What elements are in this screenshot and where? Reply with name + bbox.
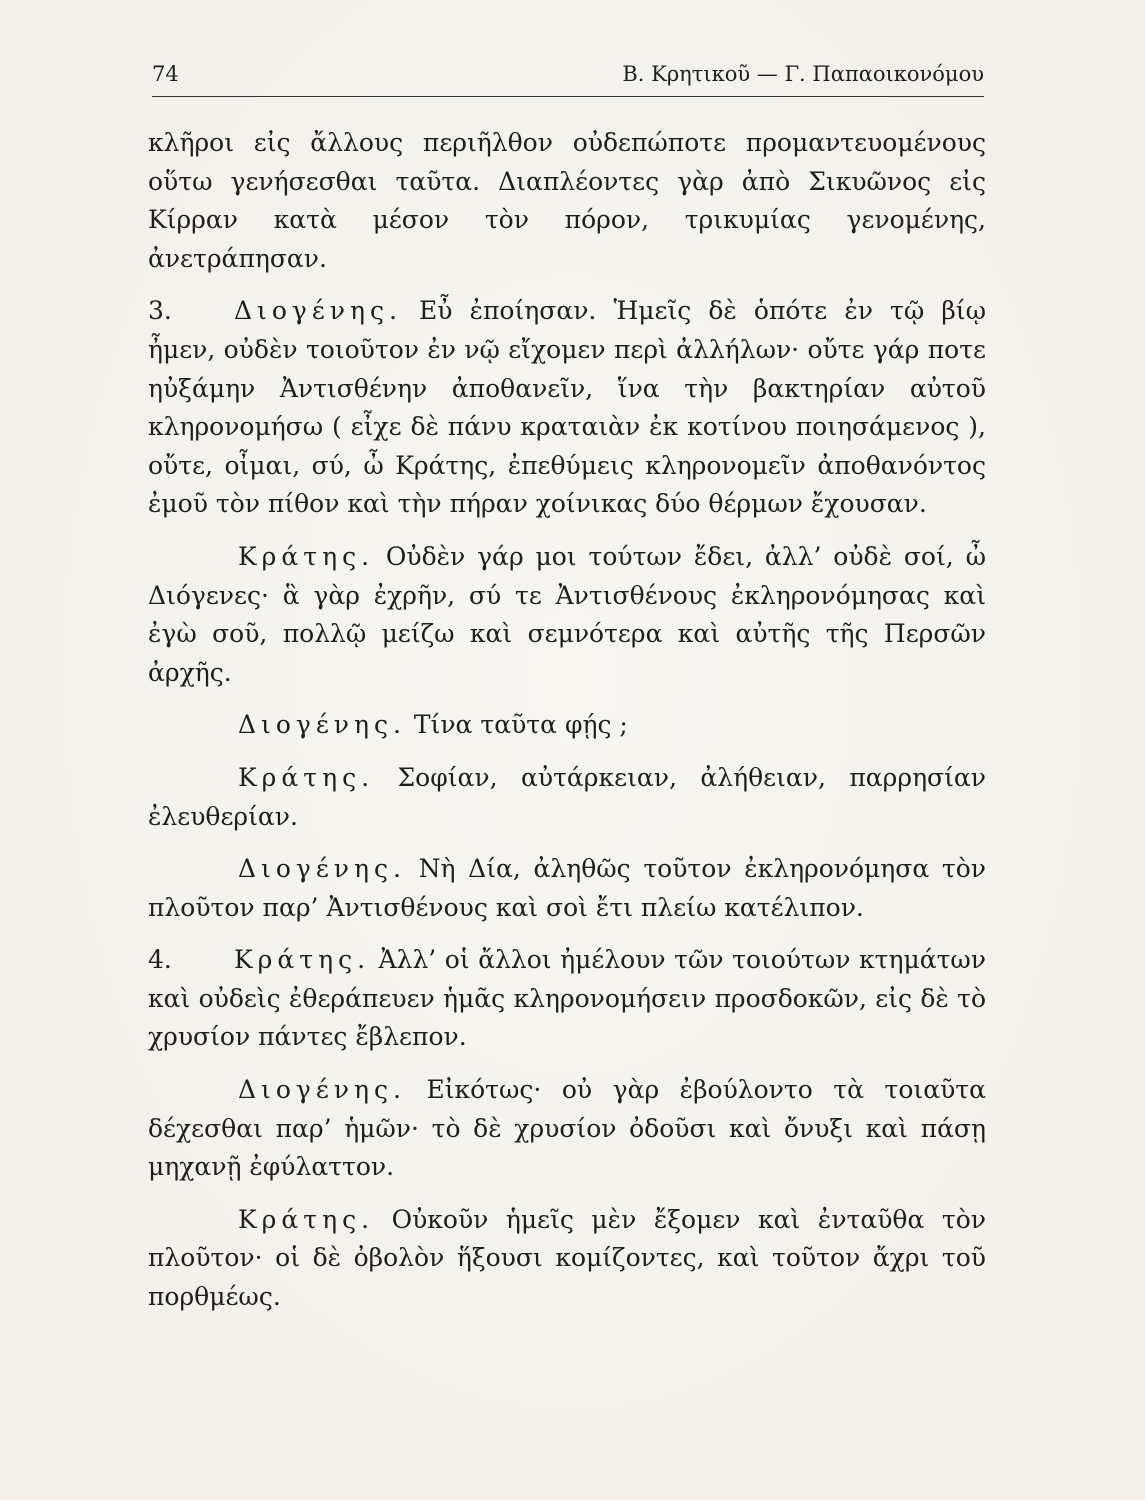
paragraph-text: Εἰκότως· οὐ γὰρ ἐβούλοντο τὰ τοιαῦτα δέχεσθαι παρ’ ἡμῶν· τὸ δὲ χρυσίον ὀδοῦσι καὶ ὄνυξι καὶ πάσῃ μηχανῇ ἐφύλαττον. xyxy=(148,1075,986,1182)
page-number: 74 xyxy=(152,62,179,86)
speaker-name: Κράτης. xyxy=(234,945,371,975)
page-header xyxy=(152,58,984,97)
running-title: Β. Κρητικοῦ — Γ. Παπαοικονόμου xyxy=(622,62,984,86)
paragraph-4 xyxy=(148,706,986,745)
speaker-name: Κράτης. xyxy=(238,541,375,571)
paragraph-text: Οὐδὲν γάρ μοι τούτων ἔδει, ἀλλ’ οὐδὲ σοί, ὦ Διόγενες· ἃ γὰρ ἐχρῆν, σύ τε Ἀντισθένους ἐκληρονόμησας καὶ ἐγὼ σοῦ, πολλῷ μείζω καὶ σεμνότερα καὶ αὐτῆς τῆς Περσῶν ἀρχῆς. xyxy=(148,541,986,687)
body-text xyxy=(148,124,986,1317)
paragraph-text: Σοφίαν, αὐτάρκειαν, ἀλήθειαν, παρρησίαν ἐλευθερίαν. xyxy=(148,762,986,831)
paragraph-8 xyxy=(148,1071,986,1187)
paragraph-9 xyxy=(148,1201,986,1317)
paragraph-7 xyxy=(148,941,986,1057)
paragraph-text: Εὖ ἐποίησαν. Ἡμεῖς δὲ ὁπότε ἐν τῷ βίῳ ἦμεν, οὐδὲν τοιοῦτον ἐν νῷ εἴχομεν περὶ ἀλλήλων· οὔτε γάρ ποτε ηὐξάμην Ἀντισθένην ἀποθανεῖν, ἵνα τὴν βακτηρίαν αὐτοῦ κληρονομήσω ( εἶχε δὲ πάνυ κραταιὰν ἐκ κοτίνου ποιησάμενος ), οὔτε, οἶμαι, σύ, ὦ Κράτης, ἐπεθύμεις κληρονομεῖν ἀποθανόντος ἐμοῦ τὸν πίθον καὶ τὴν πήραν χοίνικας δύο θέρμων ἔχουσαν. xyxy=(148,296,986,519)
paragraph-3 xyxy=(148,538,986,692)
paragraph-1 xyxy=(148,124,986,278)
paragraph-text: κλῆροι εἰς ἄλλους περιῆλθον οὐδεπώποτε προμαντευομένους οὕτω γενήσεσθαι ταῦτα. Διαπλέοντες γὰρ ἀπὸ Σικυῶνος εἰς Κίρραν κατὰ μέσον τὸν πόρον, τρικυμίας γενομένης, ἀνετράπησαν. xyxy=(148,128,986,273)
section-number: 4. xyxy=(148,945,172,975)
speaker-name: Κράτης. xyxy=(238,762,375,792)
paragraph-text: Ἀλλ’ οἱ ἄλλοι ἠμέλουν τῶν τοιούτων κτημάτων καὶ οὐδεὶς ἐθεράπευεν ἡμᾶς κληρονομήσειν προσδοκῶν, εἰς δὲ τὸ χρυσίον πάντες ἔβλεπον. xyxy=(148,945,986,1052)
paragraph-5 xyxy=(148,759,986,836)
section-number: 3. xyxy=(148,296,172,326)
speaker-name: Διογένης. xyxy=(238,1075,406,1105)
speaker-name: Διογένης. xyxy=(238,710,406,740)
paragraph-text: Οὐκοῦν ἡμεῖς μὲν ἔξομεν καὶ ἐνταῦθα τὸν πλοῦτον· οἱ δὲ ὀβολὸν ἥξουσι κομίζοντες, καὶ τοῦτον ἄχρι τοῦ πορθμέως. xyxy=(148,1204,986,1312)
paragraph-text: Τίνα ταῦτα φῄς ; xyxy=(405,710,628,740)
speaker-name: Διογένης. xyxy=(238,854,406,884)
speaker-name: Διογένης. xyxy=(234,296,402,326)
paragraph-6 xyxy=(148,850,986,927)
speaker-name: Κράτης. xyxy=(238,1204,375,1234)
paragraph-text: Νὴ Δία, ἀληθῶς τοῦτον ἐκληρονόμησα τὸν πλοῦτον παρ’ Ἀντισθένους καὶ σοὶ ἔτι πλείω κατέλιπον. xyxy=(148,854,986,922)
paragraph-2 xyxy=(148,292,986,524)
